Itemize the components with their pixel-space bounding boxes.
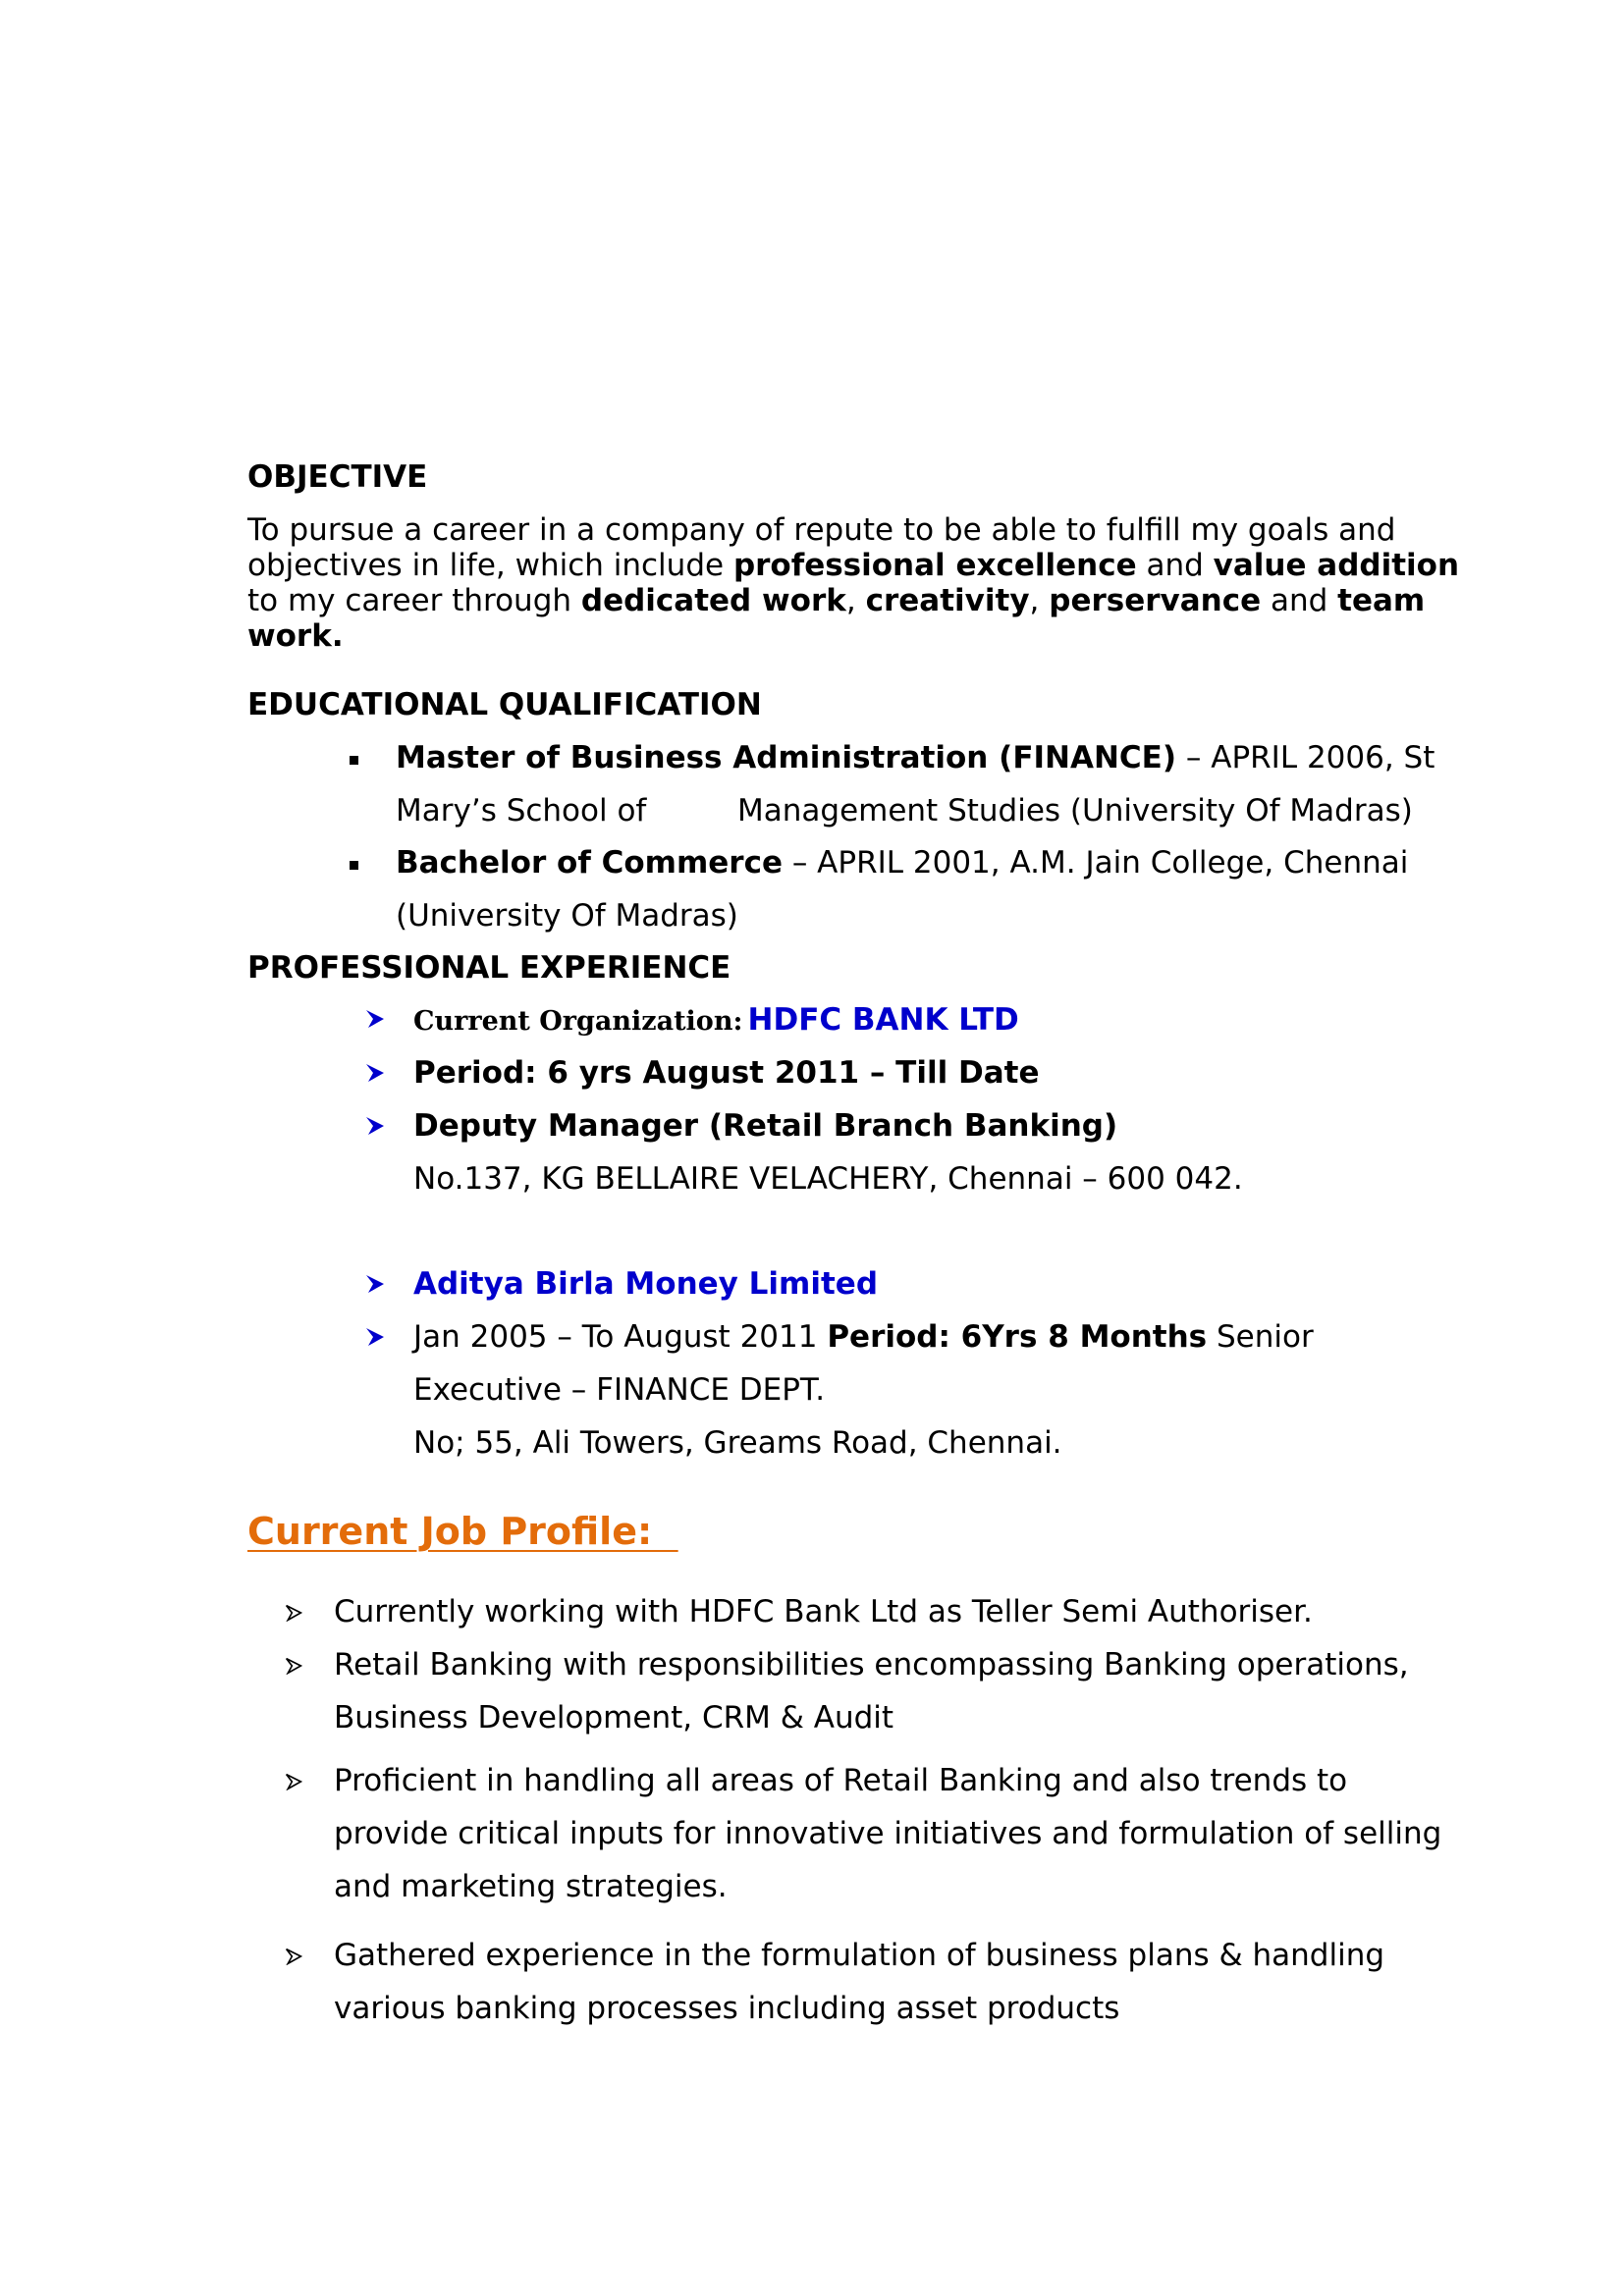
previous-role-line: Executive – FINANCE DEPT.: [413, 1372, 826, 1408]
arrow-bullet-icon: [285, 1657, 302, 1675]
square-bullet-icon: [350, 861, 358, 870]
arrow-bullet-icon: [285, 1773, 302, 1790]
objective-emphasis: perservance: [1049, 583, 1262, 618]
education-line: [396, 740, 1435, 775]
current-organization-name: HDFC BANK LTD: [747, 1002, 1019, 1038]
organization-label: Current Organization:: [413, 1006, 743, 1037]
previous-address: No; 55, Ali Towers, Greams Road, Chennai.: [413, 1425, 1062, 1461]
job-profile-text: Retail Banking with responsibilities encompassing Banking operations,: [334, 1647, 1409, 1682]
education-line: [396, 845, 1408, 881]
objective-emphasis: professional excellence: [732, 548, 1137, 583]
previous-period: Period: 6Yrs 8 Months: [827, 1319, 1208, 1355]
arrow-bullet-icon: [285, 1604, 302, 1622]
current-organization-line: [413, 1002, 1019, 1038]
objective-text: to my career through: [247, 583, 581, 618]
job-profile-text: Proficient in handling all areas of Retail Banking and also trends to: [334, 1763, 1348, 1798]
objective-text: To pursue a career in a company of repute to be able to fulfill my goals and: [247, 512, 1396, 548]
degree-detail: – APRIL 2001, A.M. Jain College, Chennai: [782, 845, 1409, 881]
degree-detail: (University Of Madras): [396, 898, 738, 934]
previous-dates: Jan 2005 – To August 2011: [413, 1319, 828, 1355]
objective-text: ,: [1029, 583, 1050, 618]
objective-heading: OBJECTIVE: [247, 459, 428, 495]
previous-role: Senior: [1207, 1319, 1314, 1355]
previous-period-line: [413, 1319, 1314, 1355]
degree-detail: – APRIL 2006, St: [1176, 740, 1435, 775]
job-profile-text: Business Development, CRM & Audit: [334, 1700, 894, 1735]
current-role: Deputy Manager (Retail Branch Banking): [413, 1108, 1118, 1144]
objective-text: ,: [845, 583, 866, 618]
degree-name: Bachelor of Commerce: [396, 845, 783, 881]
objective-emphasis: team: [1337, 583, 1426, 618]
arrow-bullet-icon: [364, 1008, 386, 1030]
job-profile-text: various banking processes including asset products: [334, 1991, 1120, 2026]
experience-heading: PROFESSIONAL EXPERIENCE: [247, 950, 731, 986]
education-line: [737, 793, 1413, 828]
objective-text: and: [1136, 548, 1214, 583]
arrow-bullet-icon: [285, 1948, 302, 1965]
current-period: Period: 6 yrs August 2011 – Till Date: [413, 1055, 1040, 1091]
job-profile-text: Currently working with HDFC Bank Ltd as Teller Semi Authoriser.: [334, 1594, 1313, 1629]
objective-text: and: [1261, 583, 1338, 618]
degree-name: Master of Business Administration (FINANCE): [396, 740, 1177, 775]
education-line: [396, 793, 646, 828]
objective-line-3: [247, 583, 1425, 618]
arrow-bullet-icon: [364, 1115, 386, 1137]
education-line: [396, 898, 738, 934]
objective-emphasis: value addition: [1213, 548, 1460, 583]
education-heading: EDUCATIONAL QUALIFICATION: [247, 687, 762, 722]
job-profile-text: and marketing strategies.: [334, 1869, 728, 1904]
previous-organization-name: Aditya Birla Money Limited: [413, 1266, 879, 1302]
objective-text: objectives in life, which include: [247, 548, 733, 583]
objective-line-4: [247, 618, 344, 654]
square-bullet-icon: [350, 756, 358, 765]
current-address: No.137, KG BELLAIRE VELACHERY, Chennai – 600 042.: [413, 1161, 1243, 1197]
arrow-bullet-icon: [364, 1273, 386, 1295]
objective-line-2: [247, 548, 1459, 583]
objective-emphasis: work.: [247, 618, 344, 654]
objective-emphasis: dedicated work: [580, 583, 846, 618]
degree-detail: Management Studies (University Of Madras): [737, 793, 1413, 828]
job-profile-text: Gathered experience in the formulation of business plans & handling: [334, 1938, 1385, 1973]
objective-line-1: [247, 512, 1395, 548]
job-profile-text: provide critical inputs for innovative initiatives and formulation of selling: [334, 1816, 1442, 1851]
objective-emphasis: creativity: [865, 583, 1030, 618]
job-profile-heading: Current Job Profile:: [247, 1510, 678, 1553]
degree-detail: Mary’s School of: [396, 793, 647, 828]
arrow-bullet-icon: [364, 1326, 386, 1348]
arrow-bullet-icon: [364, 1062, 386, 1084]
